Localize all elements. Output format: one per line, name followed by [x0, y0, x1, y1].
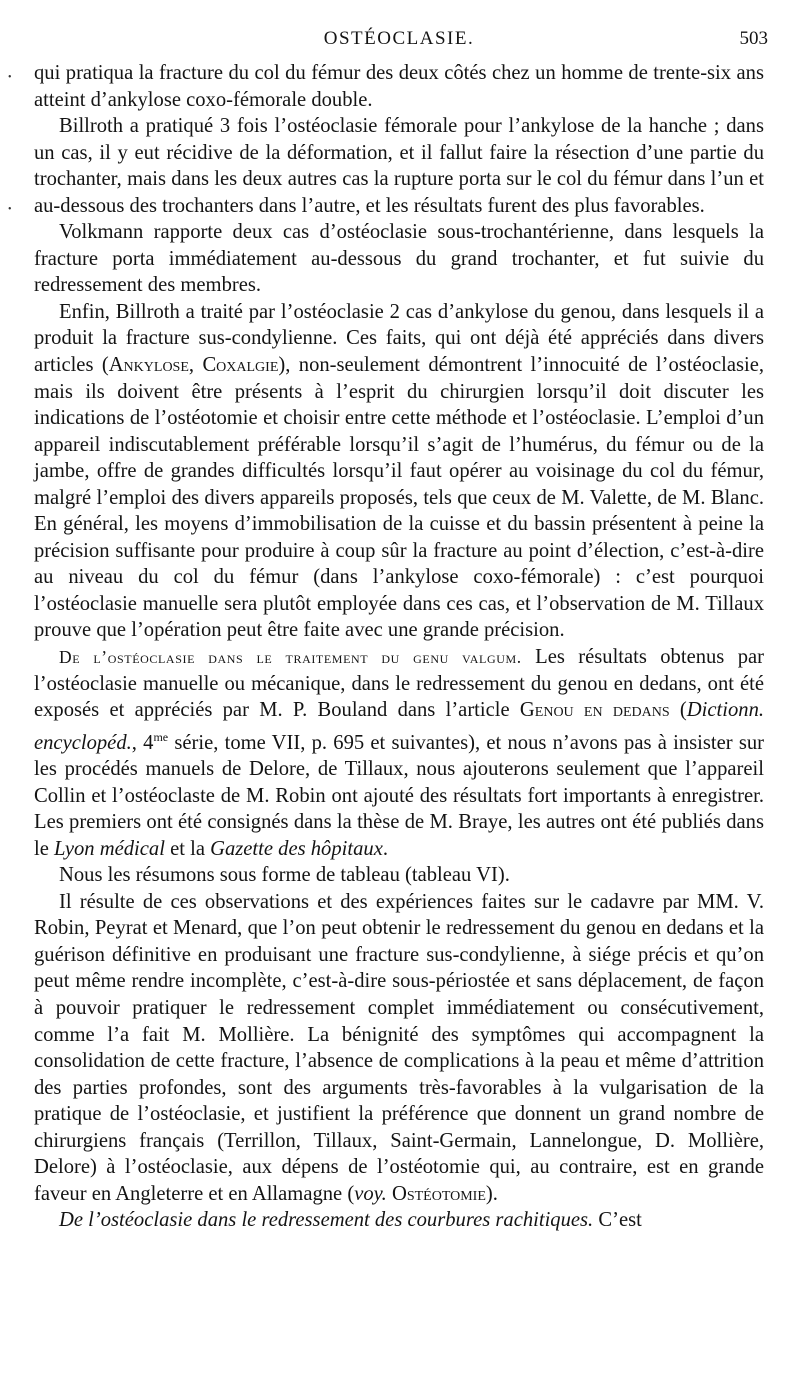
paragraph-genu-valgum — [34, 644, 764, 862]
superscript-me: me — [153, 729, 169, 744]
italic-gazette: Gazette des hôpitaux — [210, 837, 383, 860]
text-run: Les résultats obtenus par l’ostéoclasie manuelle ou mécanique, dans le redressement du genou en dedans, ont été exposés et appréciés par M. P. Bouland dans l’article — [34, 646, 764, 722]
italic-lyon-medical: Lyon médical — [54, 837, 165, 860]
margin-speck: • — [8, 72, 12, 83]
text-run: ). — [485, 1182, 498, 1205]
text-run: Enfin, Billroth a traité par l’ostéoclasie 2 cas d’ankylose du genou, dans lesquels il a produit la fracture sus-condylienne. Ces faits, qui ont déjà été appréciés dans divers articles ( — [34, 300, 764, 377]
paragraph-tableau: Nous les résumons sous forme de tableau (tableau VI). — [59, 864, 510, 887]
paragraph-billroth-hip: Billroth a pratiqué 3 fois l’ostéoclasie fémorale pour l’ankylose de la hanche ; dans un cas, il y eut récidive de la déformation, et il fallut faire la résection d’une partie du trochanter, mais dans les deux autres cas la rupture porta sur le col du fémur dans l’un et au-dessous des trochanters dans l’autre, et les résultats furent des plus favorables. — [34, 115, 764, 217]
section-heading-genu-valgum: De l’ostéoclasie dans le traitement du genu valgum. — [59, 647, 522, 668]
italic-dictionnaire: Dictionn. encyclopéd. — [34, 699, 765, 754]
text-run: ( — [669, 699, 687, 722]
text-run: et la — [164, 837, 211, 860]
cross-reference-ankylose: Ankylose — [108, 354, 189, 377]
paragraph-volkmann: Volkmann rapporte deux cas d’ostéoclasie sous-trochantérienne, dans lesquels la fracture porta immédiatement au-dessous du grand trochanter, et fut suivie du redressement des membres. — [34, 221, 764, 297]
text-run: série, tome VII, p. 695 et suivantes), et nous n’avons pas à insister sur les procédés manuels de Delore, de Tillaux, nous ajouterons seulement que l’appareil Collin et l’ostéoclaste de M. Robin ont ajouté des résultats fort importants à enregistrer. Les premiers ont été consignés dans la thèse de M. Braye, les autres ont été publiés dans le — [34, 731, 764, 860]
page-header — [30, 28, 768, 58]
paragraph-billroth-knee — [34, 299, 764, 644]
italic-voy: voy. — [354, 1182, 387, 1205]
cross-reference-coxalgie: Coxalgie — [202, 354, 279, 377]
text-run: , 4 — [131, 731, 154, 754]
italic-section-heading-rachitiques: De l’ostéoclasie dans le redressement des courbures rachitiques. — [59, 1209, 594, 1232]
text-run: , — [188, 354, 203, 377]
text-run: C’est — [593, 1209, 642, 1232]
cross-reference-osteotomie: Ostéotomie — [391, 1182, 486, 1205]
page-number: 503 — [739, 28, 768, 49]
body-text — [34, 60, 764, 1234]
text-run: ), non-seulement démontrent l’innocuité de l’ostéoclasie, mais ils doivent être présents à l’esprit du chirurgien lorsqu’il doit discuter les indications de l’ostéotomie et choisir entre cette méthode et l’ostéoclasie. L’emploi d’un appareil indiscutablement préférable lorsqu’il s’agit de l’humérus, du fémur ou de la jambe, offre de grandes difficultés lorsqu’il faut opérer au voisinage du col du fémur, malgré l’emploi des divers appareils proposés, tels que ceux de M. Valette, de M. Blanc. En général, les moyens d’immobilisation de la cuisse et du bassin présentent à peine la précision suffisante pour produire à coup sûr la fracture au point d’élection, c’est-à-dire au niveau du col du fémur (dans l’ankylose coxo-fémorale) : c’est pourquoi l’ostéoclasie manuelle sera plutôt employée dans ces cas, et l’observation de M. Tillaux prouve que l’opération peut être faite avec une grande précision. — [34, 354, 764, 642]
paragraph-rachitiques — [34, 1207, 764, 1234]
paragraph-conclusion — [34, 889, 764, 1208]
margin-speck: • — [8, 204, 12, 215]
paragraph-continuation: qui pratiqua la fracture du col du fémur des deux côtés chez un homme de trente-six ans atteint d’ankylose coxo-fémorale double. — [34, 62, 764, 111]
text-run: Il résulte de ces observations et des expériences faites sur le cadavre par MM. V. Robin, Peyrat et Menard, que l’on peut obtenir le redressement du genou en dedans et la guérison définitive en produisant une fracture sus-condylienne, à siége précis et qu’on peut même rendre incomplète, c’est-à-dire sous-périostée et sans déplacement, de façon à pouvoir pratiquer le redressement complet immédiatement ou consécutivement, comme l’a fait M. Mollière. La bénignité des symptômes qui accompagnent la consolidation de cette fracture, l’absence de complications à la peau et même d’attrition des parties profondes, sont des arguments très-favorables à la vulgarisation de la pratique de l’ostéoclasie, et justifient la préférence que donnent un grand nombre de chirurgiens français (Terrillon, Tillaux, Saint-Germain, Lannelongue, D. Mollière, Delore) à l’ostéoclasie, aux dépens de l’ostéotomie qui, au contraire, est en grande faveur en Angleterre et en Allamagne ( — [34, 890, 764, 1205]
text-run: . — [382, 837, 388, 860]
running-title: OSTÉOCLASIE. — [323, 28, 475, 49]
cross-reference-genou: Genou en dedans — [519, 699, 670, 722]
